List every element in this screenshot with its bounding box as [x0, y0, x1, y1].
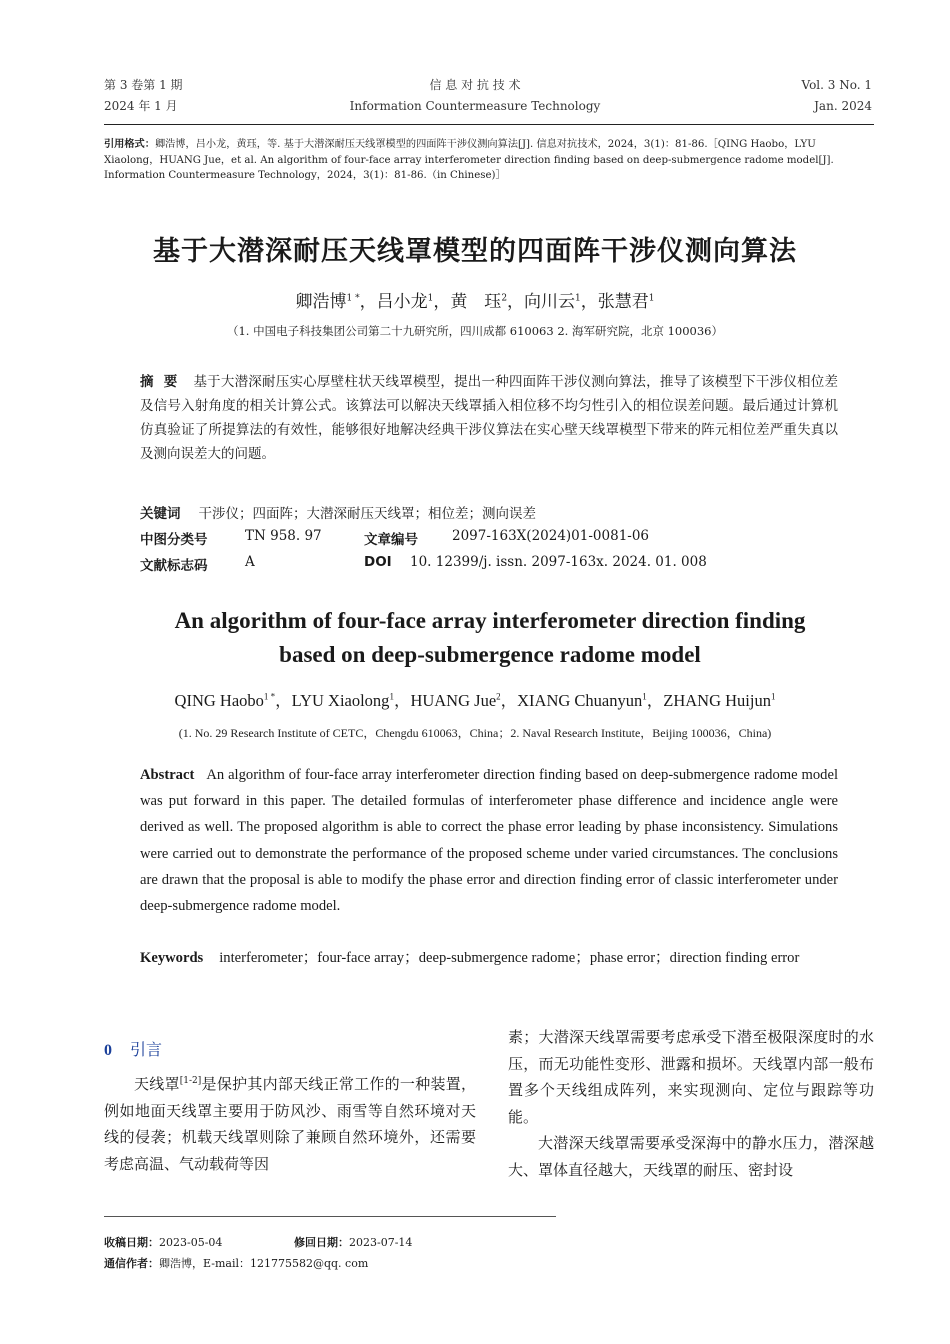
- author-name: 张慧君: [597, 292, 649, 312]
- citation-label: 引用格式：: [104, 139, 155, 150]
- revised-label: 修回日期：: [294, 1236, 349, 1249]
- author-name: 卿浩博: [295, 292, 347, 312]
- article-number: 2097-163X(2024)01-0081-06: [452, 528, 650, 544]
- author-affiliation-mark: 1 *: [263, 691, 276, 702]
- author-list-en: QING Haobo$^{1 *}$，LYU Xiaolong$^1$，HUANG Jue$^2$，XIANG Chuanyun$^1$，ZHANG Huijun$^1$: [174, 691, 776, 710]
- abstract-label-cn: 摘要: [140, 374, 188, 390]
- author-affiliation-mark: 1: [427, 293, 434, 304]
- journal-name: [300, 75, 650, 117]
- corresponding-author: 卿浩博，E-mail：121775582@qq. com: [159, 1257, 369, 1270]
- affiliation-en: (1. No. 29 Research Institute of CETC，Chengdu 610063，China；2. Naval Research Institute，Beijing 100036，China): [178, 726, 772, 740]
- author-name: ZHANG Huijun: [663, 691, 771, 710]
- author-list-cn: 卿浩博$^{1 *}$，吕小龙$^1$，黄 珏$^2$，向川云$^1$，张慧君$^1$: [295, 292, 655, 312]
- received-date: 2023-05-04: [159, 1236, 223, 1249]
- corresponding-author-note: [104, 1254, 368, 1274]
- author-name: HUANG Jue: [410, 691, 497, 710]
- document-code: A: [245, 554, 255, 570]
- english-title-line: based on deep-submergence radome model: [279, 642, 701, 667]
- keywords-cn: [140, 502, 838, 522]
- page-title: 基于大潜深耐压天线罩模型的四面阵干涉仪测向算法: [153, 236, 797, 267]
- author-name: XIANG Chuanyun: [517, 691, 643, 710]
- body-paragraph: [104, 1071, 476, 1177]
- english-title: [90, 604, 890, 672]
- body-paragraph: 素；大潜深天线罩需要考虑承受下潜至极限深度时的水压，而无功能性变形、泄露和损坏。天线罩内部一般布置多个天线组成阵列，来实现测向、定位与跟踪等功能。: [508, 1028, 874, 1126]
- section-heading: [104, 1037, 162, 1060]
- keywords-label-en: Keywords: [140, 950, 204, 966]
- journal-name-cn: 信 息 对 抗 技 术: [429, 78, 521, 92]
- received-date-note: [104, 1233, 222, 1253]
- journal-issue-en: [802, 75, 872, 117]
- paragraph-text: 是保护其内部天线正常工作的一种装置，例如地面天线罩主要用于防风沙、雨雪等自然环境对天线的侵袭；机载天线罩则除了兼顾自然环境外，还需要考虑高温、气动载荷等因: [104, 1075, 476, 1173]
- citation-text: 卿浩博，吕小龙，黄珏，等. 基于大潜深耐压天线罩模型的四面阵干涉仪测向算法[J]. 信息对抗技术，2024，3(1)：81-86.［QING Haobo，LYU Xiaolong，HUANG Jue，et al. An algorithm of four-face array interferometer direction finding based on deep-submergence radome model[J]. Information Countermeasure Technology，2024，3(1)：81-86.（in Chinese)］: [104, 139, 834, 181]
- issue-date: 2024 年 1 月: [104, 99, 178, 113]
- author-affiliation-mark: 1: [770, 691, 776, 702]
- author-affiliation-mark: 1: [648, 293, 655, 304]
- corresponding-label: 通信作者：: [104, 1257, 159, 1270]
- clc-number: TN 958. 97: [245, 528, 322, 544]
- revised-date: 2023-07-14: [349, 1236, 413, 1249]
- abstract-cn: [140, 370, 838, 466]
- reference-citation: [1-2]: [179, 1076, 202, 1086]
- abstract-text-en: An algorithm of four-face array interferometer direction finding based on deep-submergence radome model was put forward in this paper. The detailed formulas of interferometer phase difference and incidence angle were derived as well. The proposed algorithm is able to correct the phase error leading by phase inconsistency. Simulations were carried out to demonstrate the performance of the proposed scheme under varied circumstances. The conclusions are drawn that the proposal is able to modify the phase error and direction finding error of classic interferometer under deep-submergence radome model.: [140, 767, 838, 915]
- document-code-label: 文献标志码: [140, 558, 208, 574]
- author-affiliation-mark: 1: [642, 691, 647, 702]
- article-number-label: 文章编号: [364, 532, 418, 548]
- section-title: 引言: [130, 1040, 163, 1059]
- header-divider: [104, 124, 874, 125]
- paragraph-text: 天线罩: [134, 1075, 180, 1093]
- body-paragraph: 大潜深天线罩需要承受深海中的静水压力，潜深越大、罩体直径越大，天线罩的耐压、密封设: [508, 1134, 874, 1179]
- abstract-label-en: Abstract: [140, 767, 195, 783]
- abstract-en: [140, 762, 838, 919]
- author-affiliation-mark: 2: [496, 691, 501, 702]
- author-name: 吕小龙: [376, 292, 428, 312]
- volume-issue: 第 3 卷第 1 期: [104, 78, 183, 92]
- keywords-text-en: interferometer；four-face array；deep-submergence radome；phase error；direction finding error: [219, 950, 800, 966]
- author-name: 向川云: [524, 292, 576, 312]
- doi-value: 10. 12399/j. issn. 2097-163x. 2024. 01. 008: [410, 554, 707, 570]
- revised-date-note: [294, 1233, 412, 1253]
- author-affiliation-mark: 1: [389, 691, 394, 702]
- body-column-right: [508, 1024, 874, 1184]
- abstract-text-cn: 基于大潜深耐压实心厚壁柱状天线罩模型，提出一种四面阵干涉仪测向算法，推导了该模型下干涉仪相位差及信号入射角度的相关计算公式。该算法可以解决天线罩插入相位移不均匀性引入的相位误差问题。最后通过计算机仿真验证了所提算法的有效性，能够很好地解决经典干涉仪算法在实心壁天线罩模型下带来的阵元相位差严重失真以及测向误差大的问题。: [140, 374, 838, 462]
- section-number: 0: [104, 1042, 112, 1059]
- issue-date-en: Jan. 2024: [814, 99, 872, 113]
- received-label: 收稿日期：: [104, 1236, 159, 1249]
- body-column-left: [104, 1071, 476, 1177]
- keywords-text-cn: 干涉仪；四面阵；大潜深耐压天线罩；相位差；测向误差: [198, 506, 536, 522]
- keywords-en: [140, 945, 838, 971]
- doi-label: DOI: [364, 554, 392, 570]
- author-affiliation-mark: 1: [575, 293, 581, 304]
- volume-issue-en: Vol. 3 No. 1: [801, 78, 872, 92]
- footnote-divider: [104, 1216, 556, 1217]
- english-title-line: An algorithm of four-face array interferometer direction finding: [174, 608, 806, 633]
- author-name: 黄 珏: [450, 292, 502, 312]
- journal-name-en: Information Countermeasure Technology: [349, 99, 601, 113]
- affiliation-cn: （1. 中国电子科技集团公司第二十九研究所，四川成都 610063 2. 海军研究院，北京 100036）: [226, 324, 724, 338]
- author-affiliation-mark: 2: [501, 293, 508, 304]
- clc-label: 中图分类号: [140, 532, 208, 548]
- journal-issue: [104, 75, 183, 117]
- citation-format: [104, 137, 874, 184]
- author-affiliation-mark: 1 *: [346, 293, 360, 304]
- author-name: QING Haobo: [174, 691, 264, 710]
- author-name: LYU Xiaolong: [291, 691, 390, 710]
- keywords-label-cn: 关键词: [140, 506, 181, 522]
